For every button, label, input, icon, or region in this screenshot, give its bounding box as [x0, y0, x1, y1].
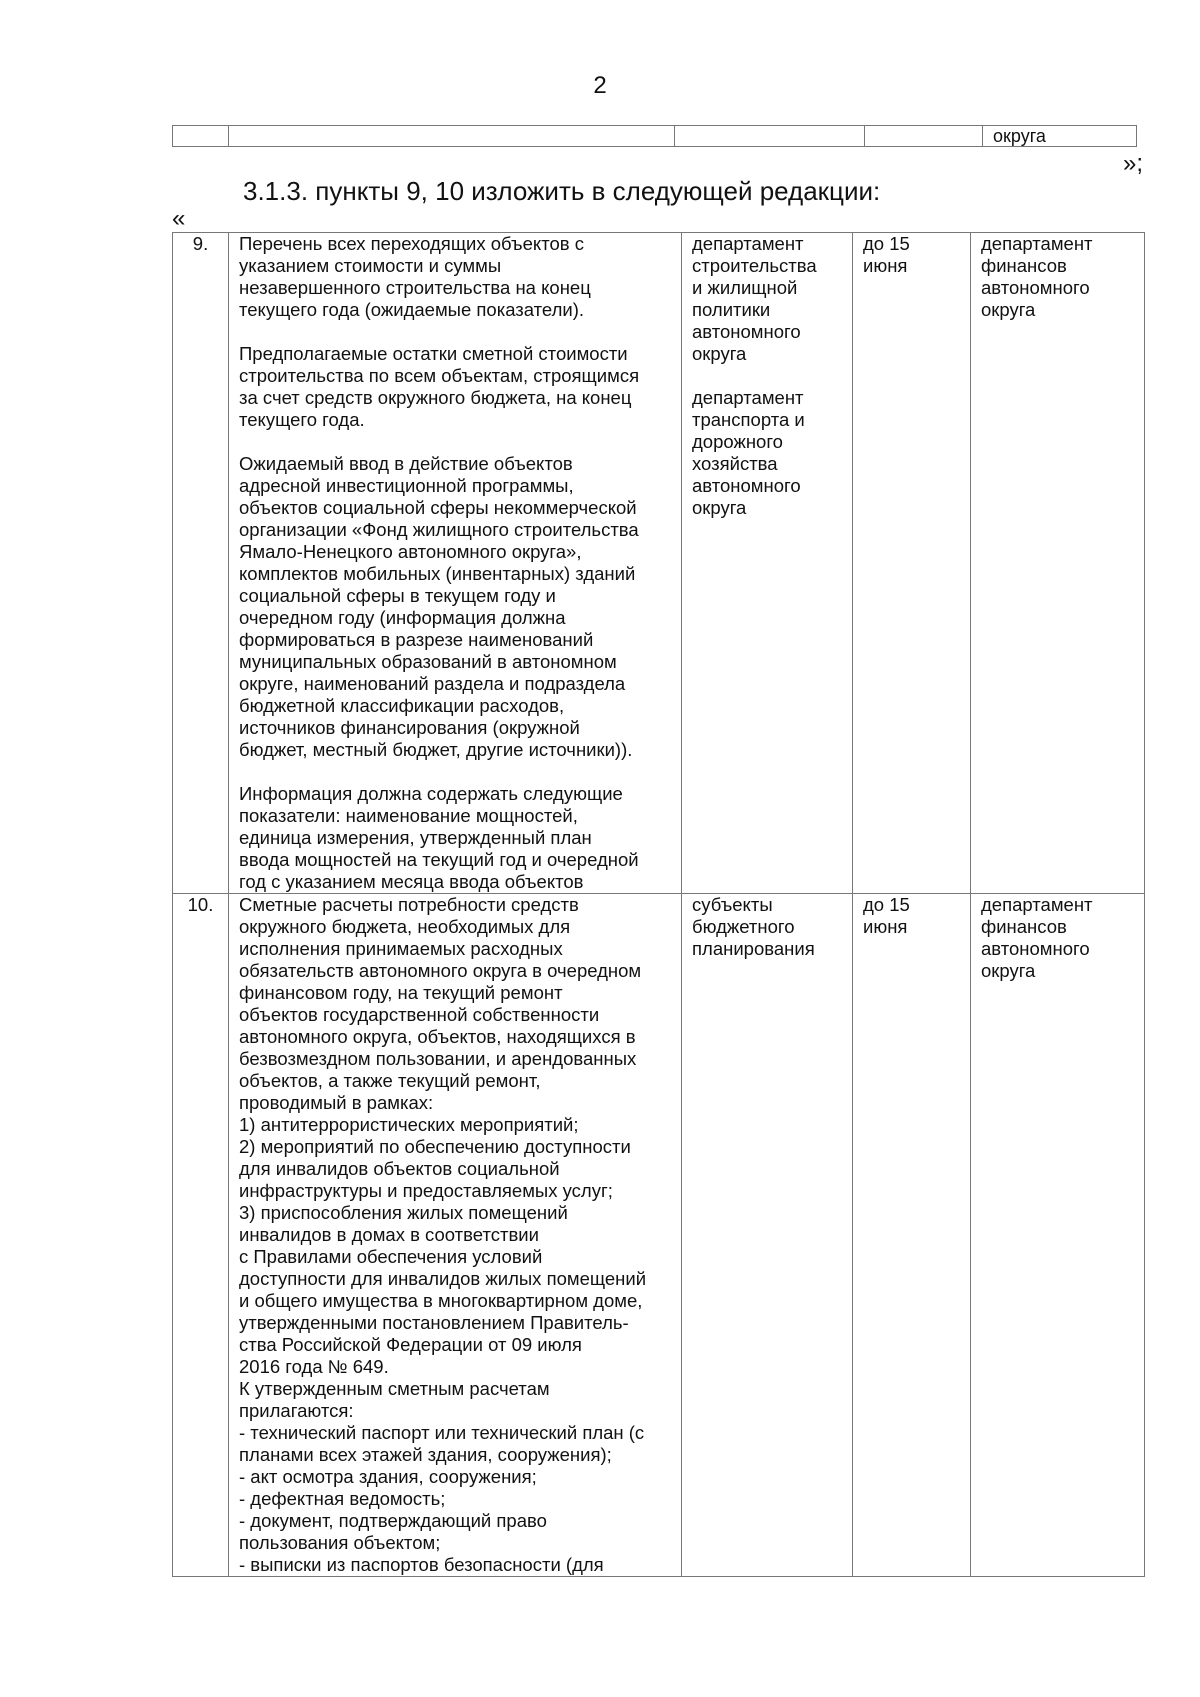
- table-cell: [675, 126, 865, 147]
- cell-text-line: для инвалидов объектов социальной: [239, 1158, 560, 1179]
- cell-text-line: бюджетной классификации расходов,: [239, 695, 565, 716]
- cell-text-line: строительства по всем объектам, строящимся: [239, 365, 640, 386]
- cell-text-line: обязательств автономного округа в очередном: [239, 960, 642, 981]
- cell-text-line: объектов государственной собственности: [239, 1004, 600, 1025]
- cell-text-line: департамент: [692, 387, 804, 408]
- cell-text-line: строительства: [692, 255, 817, 276]
- cell-text-line: К утвержденным сметным расчетам: [239, 1378, 550, 1399]
- cell-text-line: утвержденными постановлением Правитель-: [239, 1312, 629, 1333]
- cell-text-line: бюджетного: [692, 916, 795, 937]
- cell-text-line: дорожного: [692, 431, 783, 452]
- cell-text-line: 1) антитеррористических мероприятий;: [239, 1114, 579, 1135]
- cell-text-line: до 15: [863, 233, 910, 254]
- cell-text-line: очередном году (информация должна: [239, 607, 566, 628]
- cell-text-line: социальной сферы в текущем году и: [239, 585, 556, 606]
- table-row: [173, 126, 1137, 147]
- item-number: 10.: [173, 894, 229, 1577]
- page-number: 2: [593, 72, 607, 99]
- cell-text-line: июня: [863, 255, 908, 276]
- cell-text-line: финансов: [981, 255, 1067, 276]
- cell-text-line: хозяйства: [692, 453, 778, 474]
- cell-text-line: указанием стоимости и суммы: [239, 255, 502, 276]
- item-description: [229, 233, 682, 894]
- item-deadline: [853, 894, 971, 1577]
- cell-text-line: 2016 года № 649.: [239, 1356, 389, 1377]
- table-cell: округа: [983, 126, 1137, 147]
- cell-text-line: объектов, а также текущий ремонт,: [239, 1070, 541, 1091]
- cell-text-line: с Правилами обеспечения условий: [239, 1246, 543, 1267]
- cell-text-line: доступности для инвалидов жилых помещений: [239, 1268, 647, 1289]
- cell-text-line: бюджет, местный бюджет, другие источники)).: [239, 739, 633, 760]
- cell-text-line: финансов: [981, 916, 1067, 937]
- table-row: [173, 894, 1145, 1577]
- cell-text-line: автономного: [692, 321, 801, 342]
- cell-text-line: Ямало-Ненецкого автономного округа»,: [239, 541, 582, 562]
- closing-quote: »;: [1123, 150, 1144, 177]
- table-row: [173, 233, 1145, 894]
- cell-text-line: транспорта и: [692, 409, 805, 430]
- cell-text-line: Перечень всех переходящих объектов с: [239, 233, 584, 254]
- cell-text-line: - выписки из паспортов безопасности (для: [239, 1554, 604, 1575]
- cell-text-line: текущего года.: [239, 409, 365, 430]
- cell-text-line: Сметные расчеты потребности средств: [239, 894, 579, 915]
- table-cell: [229, 126, 675, 147]
- cell-text-line: - акт осмотра здания, сооружения;: [239, 1466, 537, 1487]
- cell-text-line: [239, 431, 671, 453]
- cell-text-line: пользования объектом;: [239, 1532, 441, 1553]
- cell-text-line: политики: [692, 299, 771, 320]
- cell-text-line: 2) мероприятий по обеспечению доступности: [239, 1136, 631, 1157]
- cell-text-line: год с указанием месяца ввода объектов: [239, 871, 584, 892]
- cell-text-line: департамент: [692, 233, 804, 254]
- cell-text-line: [692, 365, 842, 387]
- cell-text-line: до 15: [863, 894, 910, 915]
- cell-text-line: инвалидов в домах в соответствии: [239, 1224, 539, 1245]
- cell-text-line: - технический паспорт или технический план (с: [239, 1422, 645, 1443]
- cell-text-line: субъекты: [692, 894, 773, 915]
- item-responsible: [682, 894, 853, 1577]
- cell-text-line: прилагаются:: [239, 1400, 354, 1421]
- cell-text-line: - документ, подтверждающий право: [239, 1510, 547, 1531]
- cell-text-line: автономного округа, объектов, находящихся в: [239, 1026, 636, 1047]
- cell-text-line: автономного: [981, 938, 1090, 959]
- cell-text-line: ввода мощностей на текущий год и очередной: [239, 849, 639, 870]
- item-recipient: [971, 894, 1145, 1577]
- cell-text-line: Информация должна содержать следующие: [239, 783, 623, 804]
- cell-text-line: незавершенного строительства на конец: [239, 277, 591, 298]
- cell-text-line: источников финансирования (окружной: [239, 717, 580, 738]
- cell-text-line: за счет средств окружного бюджета, на конец: [239, 387, 632, 408]
- cell-text-line: проводимый в рамках:: [239, 1092, 434, 1113]
- cell-text-line: автономного: [692, 475, 801, 496]
- table-cell: [173, 126, 229, 147]
- item-responsible: [682, 233, 853, 894]
- cell-text-line: ства Российской Федерации от 09 июля: [239, 1334, 582, 1355]
- opening-quote: «: [172, 205, 186, 232]
- cell-text-line: округе, наименований раздела и подраздела: [239, 673, 626, 694]
- cell-text-line: [239, 761, 671, 783]
- cell-text-line: инфраструктуры и предоставляемых услуг;: [239, 1180, 613, 1201]
- cell-text-line: адресной инвестиционной программы,: [239, 475, 574, 496]
- cell-text-line: окружного бюджета, необходимых для: [239, 916, 571, 937]
- cell-text-line: [239, 321, 671, 343]
- cell-text-line: округа: [981, 960, 1036, 981]
- item-description: [229, 894, 682, 1577]
- cell-text-line: планирования: [692, 938, 815, 959]
- cell-text-line: Ожидаемый ввод в действие объектов: [239, 453, 573, 474]
- cell-text-line: муниципальных образований в автономном: [239, 651, 617, 672]
- table-cell: [865, 126, 983, 147]
- item-deadline: [853, 233, 971, 894]
- cell-text-line: июня: [863, 916, 908, 937]
- previous-table-fragment: [172, 125, 1137, 147]
- cell-text-line: комплектов мобильных (инвентарных) зданий: [239, 563, 636, 584]
- cell-text-line: исполнения принимаемых расходных: [239, 938, 563, 959]
- cell-text-line: формироваться в разрезе наименований: [239, 629, 594, 650]
- amendment-table: [172, 232, 1145, 1577]
- cell-text-line: - дефектная ведомость;: [239, 1488, 446, 1509]
- cell-text-line: организации «Фонд жилищного строительства: [239, 519, 639, 540]
- cell-text-line: округа: [981, 299, 1036, 320]
- amendment-instruction: 3.1.3. пункты 9, 10 изложить в следующей редакции:: [243, 176, 881, 206]
- cell-text-line: единица измерения, утвержденный план: [239, 827, 592, 848]
- cell-text-line: планами всех этажей здания, сооружения);: [239, 1444, 612, 1465]
- cell-text-line: безвозмездном пользовании, и арендованных: [239, 1048, 637, 1069]
- cell-text-line: показатели: наименование мощностей,: [239, 805, 578, 826]
- item-number: 9.: [173, 233, 229, 894]
- cell-text-line: департамент: [981, 233, 1093, 254]
- item-recipient: [971, 233, 1145, 894]
- cell-text-line: округа: [692, 497, 747, 518]
- cell-text-line: и общего имущества в многоквартирном доме,: [239, 1290, 643, 1311]
- cell-text-line: автономного: [981, 277, 1090, 298]
- cell-text-line: и жилищной: [692, 277, 798, 298]
- cell-text-line: округа: [692, 343, 747, 364]
- cell-text-line: 3) приспособления жилых помещений: [239, 1202, 568, 1223]
- cell-text-line: департамент: [981, 894, 1093, 915]
- cell-text-line: Предполагаемые остатки сметной стоимости: [239, 343, 628, 364]
- cell-text-line: объектов социальной сферы некоммерческой: [239, 497, 637, 518]
- cell-text-line: текущего года (ожидаемые показатели).: [239, 299, 585, 320]
- cell-text-line: финансовом году, на текущий ремонт: [239, 982, 563, 1003]
